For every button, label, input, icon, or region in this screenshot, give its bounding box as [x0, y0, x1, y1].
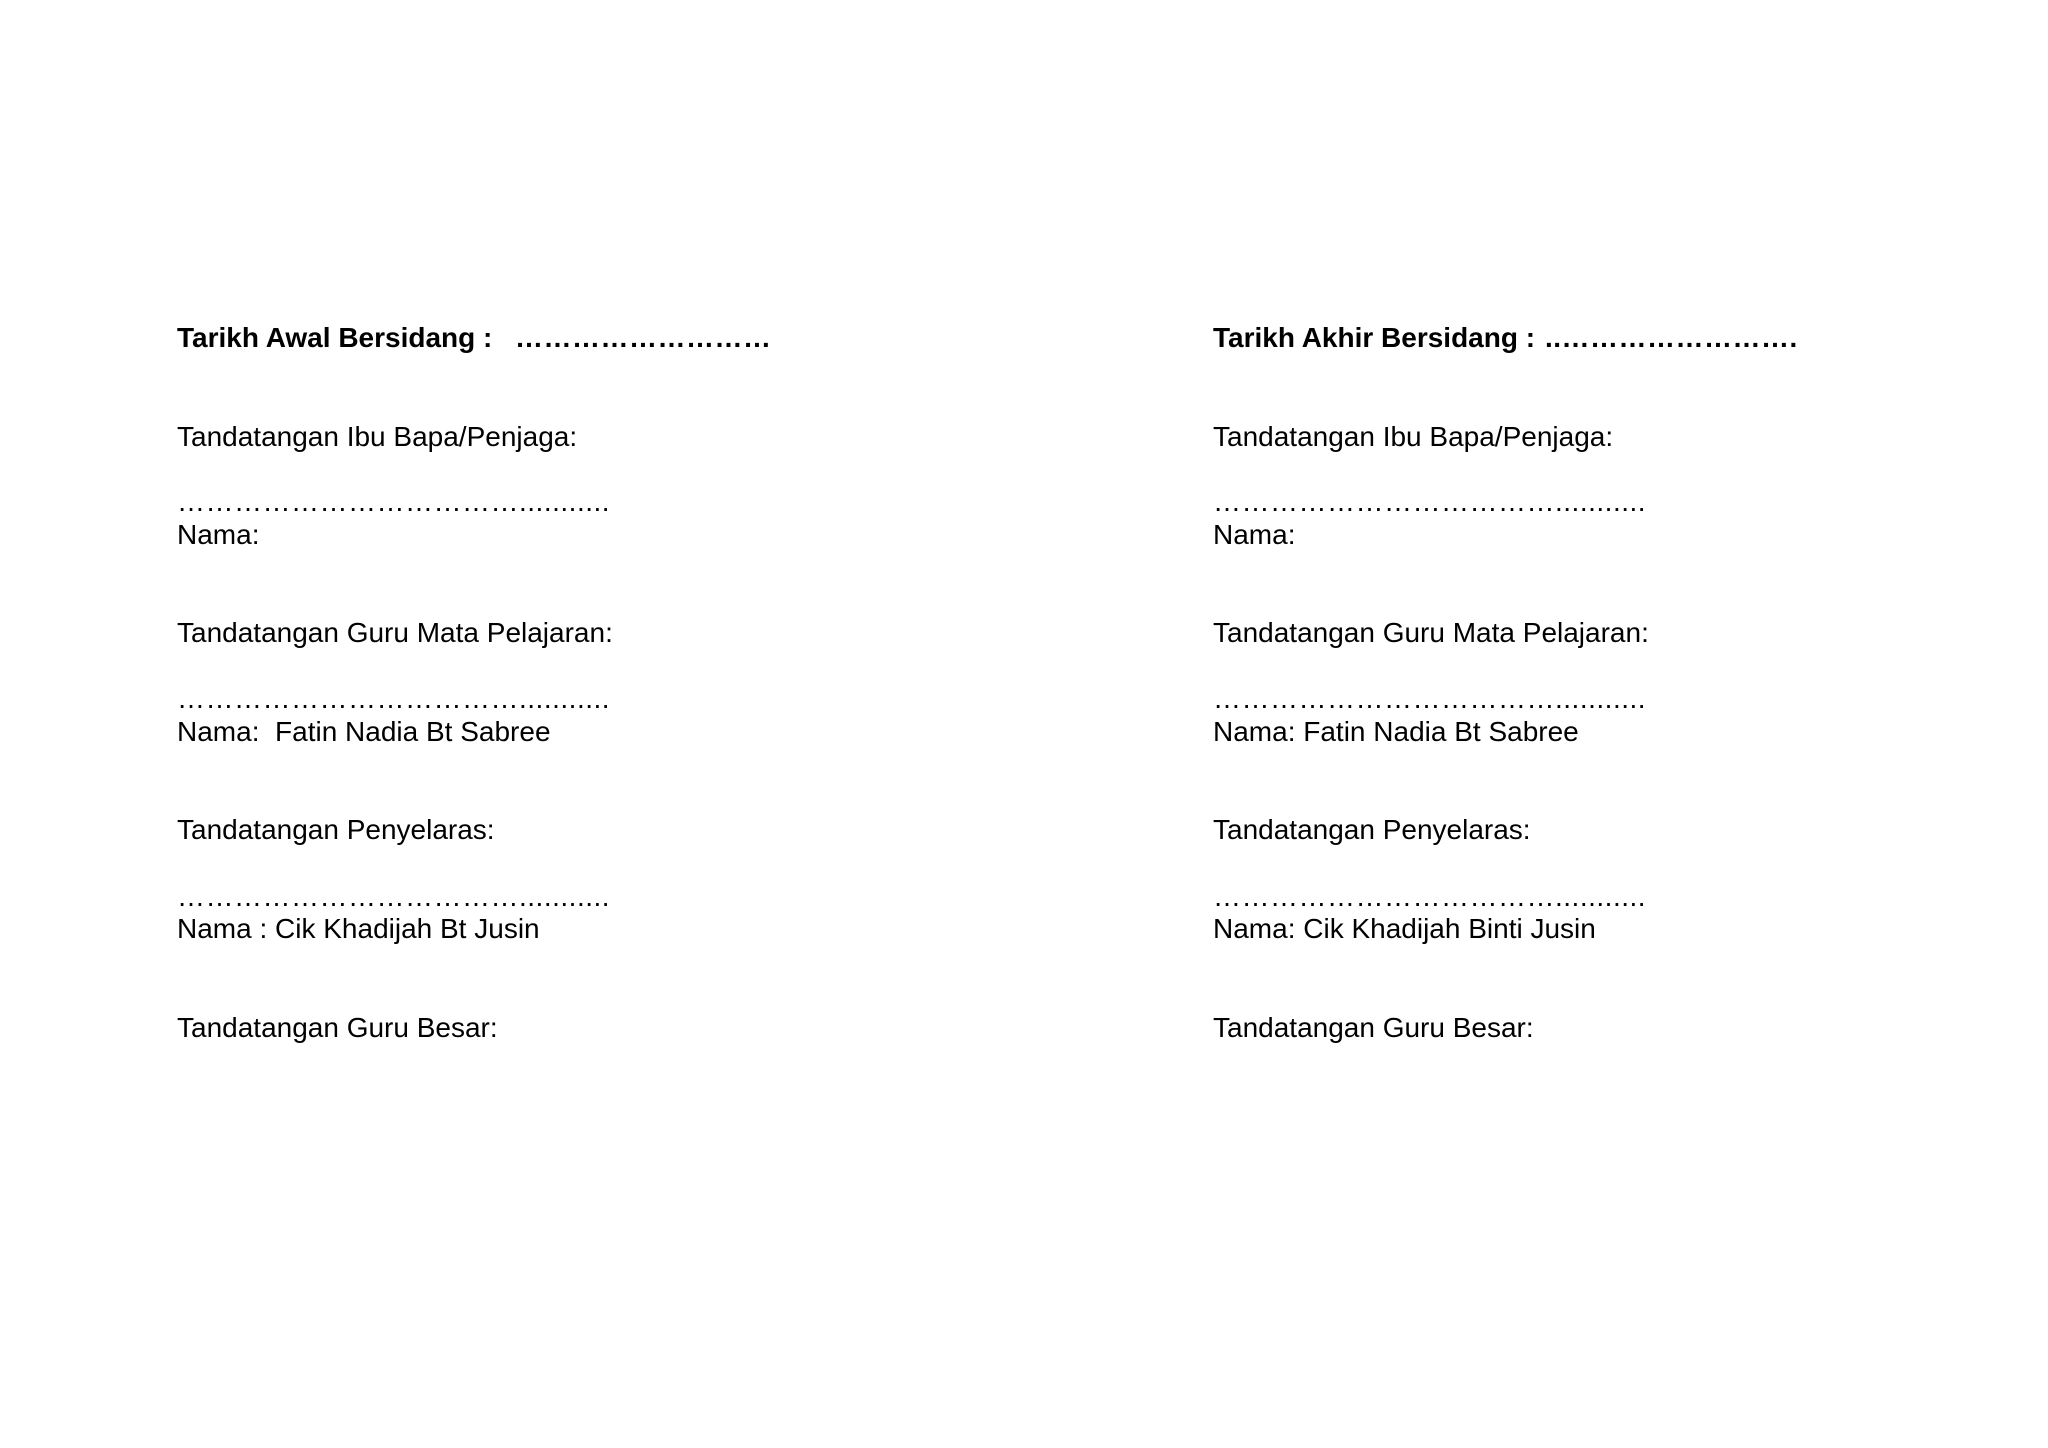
- coordinator-name: Nama : Cik Khadijah Bt Jusin: [177, 913, 540, 944]
- parent-signature-label: Tandatangan Ibu Bapa/Penjaga:: [177, 421, 578, 452]
- parent-signature-label: Tandatangan Ibu Bapa/Penjaga:: [1213, 421, 1614, 452]
- teacher-signature-line: ………………………………...........: [177, 683, 611, 714]
- coordinator-signature-label: Tandatangan Penyelaras:: [1213, 814, 1531, 845]
- parent-signature-line: ………………………………...........: [1213, 486, 1647, 517]
- parent-name-label: Nama:: [1213, 519, 1296, 550]
- headmaster-signature-label: Tandatangan Guru Besar:: [177, 1012, 498, 1043]
- teacher-signature-label: Tandatangan Guru Mata Pelajaran:: [177, 617, 613, 648]
- coordinator-name: Nama: Cik Khadijah Binti Jusin: [1213, 913, 1596, 944]
- coordinator-signature-label: Tandatangan Penyelaras:: [177, 814, 495, 845]
- start-date-label: Tarikh Awal Bersidang :: [177, 322, 493, 353]
- right-column: [1213, 0, 2048, 1448]
- end-date-dots: ..…………………….: [1545, 322, 1798, 353]
- teacher-name: Nama: Fatin Nadia Bt Sabree: [177, 716, 551, 747]
- teacher-name: Nama: Fatin Nadia Bt Sabree: [1213, 716, 1579, 747]
- coordinator-signature-line: ………………………………...........: [177, 881, 611, 912]
- start-date-dots: ………………………: [515, 322, 772, 353]
- headmaster-signature-label: Tandatangan Guru Besar:: [1213, 1012, 1534, 1043]
- parent-name-label: Nama:: [177, 519, 260, 550]
- left-column: [177, 0, 1077, 1448]
- end-date-label: Tarikh Akhir Bersidang :: [1213, 322, 1536, 353]
- teacher-signature-label: Tandatangan Guru Mata Pelajaran:: [1213, 617, 1649, 648]
- coordinator-signature-line: ………………………………...........: [1213, 881, 1647, 912]
- parent-signature-line: ………………………………...........: [177, 486, 611, 517]
- teacher-signature-line: ………………………………...........: [1213, 683, 1647, 714]
